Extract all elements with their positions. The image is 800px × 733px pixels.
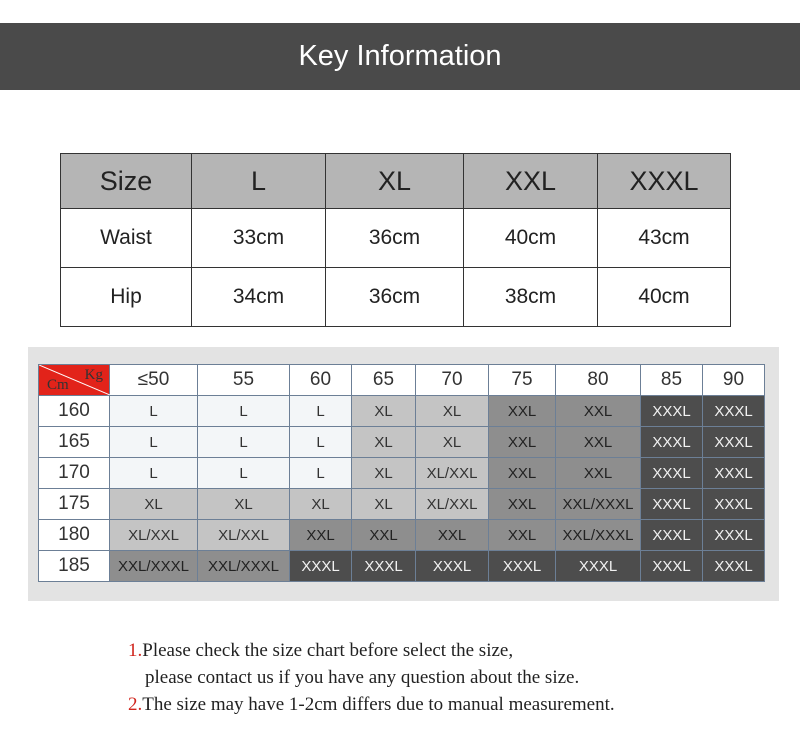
measurement-value: 38cm — [464, 268, 598, 327]
size-header-cell: L — [192, 154, 326, 209]
size-recommendation-cell: XL — [290, 489, 352, 520]
height-label-cell: 165 — [39, 427, 110, 458]
height-label-cell: 175 — [39, 489, 110, 520]
size-recommendation-cell: XXL — [489, 396, 556, 427]
weight-header-cell: 65 — [352, 365, 416, 396]
size-header-cell: XXXL — [598, 154, 731, 209]
measurement-label: Hip — [61, 268, 192, 327]
size-recommendation-cell: L — [290, 458, 352, 489]
measurement-value: 36cm — [326, 209, 464, 268]
size-recommendation-cell: XXXL — [641, 551, 703, 582]
size-recommendation-cell: XXXL — [641, 396, 703, 427]
size-recommendation-cell: XXXL — [703, 489, 765, 520]
height-weight-size-chart — [38, 364, 765, 582]
size-table-row — [61, 209, 731, 268]
size-recommendation-cell: XXL — [416, 520, 489, 551]
size-recommendation-cell: L — [110, 427, 198, 458]
weight-header-cell: 60 — [290, 365, 352, 396]
weight-header-cell: 55 — [198, 365, 290, 396]
size-recommendation-cell: XXXL — [703, 396, 765, 427]
size-recommendation-cell: XXXL — [641, 520, 703, 551]
note-text: Please check the size chart before select the size, — [142, 640, 514, 661]
size-recommendation-cell: XL — [416, 396, 489, 427]
size-header-cell: XXL — [464, 154, 598, 209]
size-recommendation-cell: XXL — [352, 520, 416, 551]
size-recommendation-cell: XXL/XXXL — [556, 489, 641, 520]
height-label-cell: 180 — [39, 520, 110, 551]
note-2 — [128, 691, 615, 718]
weight-header-cell: 80 — [556, 365, 641, 396]
weight-header-row — [39, 365, 765, 396]
measurement-value: 40cm — [598, 268, 731, 327]
size-table-header-row — [61, 154, 731, 209]
size-recommendation-cell: XXXL — [641, 458, 703, 489]
size-recommendation-cell: XL — [416, 427, 489, 458]
size-recommendation-cell: L — [198, 458, 290, 489]
height-label-cell: 170 — [39, 458, 110, 489]
size-recommendation-cell: XL — [110, 489, 198, 520]
height-row — [39, 427, 765, 458]
size-recommendation-cell: XXL — [489, 427, 556, 458]
size-recommendation-cell: XXXL — [641, 489, 703, 520]
corner-kg-label: Kg — [84, 367, 103, 383]
note-number: 1. — [128, 640, 143, 661]
height-row — [39, 396, 765, 427]
corner-cm-label: Cm — [47, 377, 69, 393]
size-header-cell: XL — [326, 154, 464, 209]
size-recommendation-cell: XXXL — [290, 551, 352, 582]
size-recommendation-cell: L — [198, 427, 290, 458]
weight-header-cell: 75 — [489, 365, 556, 396]
measurement-value: 33cm — [192, 209, 326, 268]
weight-header-cell: 85 — [641, 365, 703, 396]
size-recommendation-cell: XL — [352, 427, 416, 458]
size-recommendation-cell: XXXL — [703, 458, 765, 489]
measurement-value: 40cm — [464, 209, 598, 268]
size-recommendation-cell: XL — [352, 489, 416, 520]
size-recommendation-cell: XXL — [556, 458, 641, 489]
height-row — [39, 520, 765, 551]
measurement-value: 36cm — [326, 268, 464, 327]
note-text: The size may have 1-2cm differs due to manual measurement. — [142, 694, 615, 715]
note-1 — [128, 637, 615, 664]
weight-header-cell: 70 — [416, 365, 489, 396]
note-1-continued: please contact us if you have any question about the size. — [145, 667, 580, 688]
size-recommendation-cell: L — [110, 458, 198, 489]
size-recommendation-cell: XXXL — [556, 551, 641, 582]
size-recommendation-cell: XXXL — [489, 551, 556, 582]
size-recommendation-cell: XXL/XXXL — [110, 551, 198, 582]
size-recommendation-cell: L — [290, 396, 352, 427]
size-recommendation-cell: L — [290, 427, 352, 458]
key-information-banner — [0, 23, 800, 90]
corner-cm-kg-cell — [39, 365, 110, 396]
size-recommendation-cell: XXXL — [416, 551, 489, 582]
size-recommendation-cell: XL — [198, 489, 290, 520]
measurement-value: 43cm — [598, 209, 731, 268]
size-recommendation-cell: XL/XXL — [416, 489, 489, 520]
size-recommendation-cell: XXXL — [703, 551, 765, 582]
banner-title: Key Information — [298, 40, 502, 72]
weight-header-cell: 90 — [703, 365, 765, 396]
size-recommendation-cell: XXXL — [641, 427, 703, 458]
height-row — [39, 458, 765, 489]
size-recommendation-cell: L — [110, 396, 198, 427]
size-recommendation-cell: XXL — [489, 458, 556, 489]
size-recommendation-cell: XXL/XXXL — [198, 551, 290, 582]
size-table-row — [61, 268, 731, 327]
size-recommendation-cell: XXL/XXXL — [556, 520, 641, 551]
height-row — [39, 489, 765, 520]
size-recommendation-cell: XXL — [489, 520, 556, 551]
measurement-value: 34cm — [192, 268, 326, 327]
size-recommendation-cell: XXXL — [352, 551, 416, 582]
note-number: 2. — [128, 694, 143, 715]
size-header-cell: Size — [61, 154, 192, 209]
size-recommendation-cell: L — [198, 396, 290, 427]
size-recommendation-cell: XL — [352, 396, 416, 427]
size-recommendation-cell: XXXL — [703, 427, 765, 458]
size-recommendation-cell: XXXL — [703, 520, 765, 551]
size-recommendation-cell: XXL — [290, 520, 352, 551]
size-recommendation-cell: XL — [352, 458, 416, 489]
size-recommendation-cell: XXL — [556, 396, 641, 427]
height-label-cell: 160 — [39, 396, 110, 427]
size-recommendation-cell: XXL — [489, 489, 556, 520]
size-recommendation-cell: XL/XXL — [110, 520, 198, 551]
size-notes — [128, 637, 615, 718]
size-recommendation-cell: XL/XXL — [198, 520, 290, 551]
height-label-cell: 185 — [39, 551, 110, 582]
size-recommendation-cell: XL/XXL — [416, 458, 489, 489]
size-recommendation-cell: XXL — [556, 427, 641, 458]
size-measurement-table — [60, 153, 731, 327]
measurement-label: Waist — [61, 209, 192, 268]
height-row — [39, 551, 765, 582]
weight-header-cell: ≤50 — [110, 365, 198, 396]
